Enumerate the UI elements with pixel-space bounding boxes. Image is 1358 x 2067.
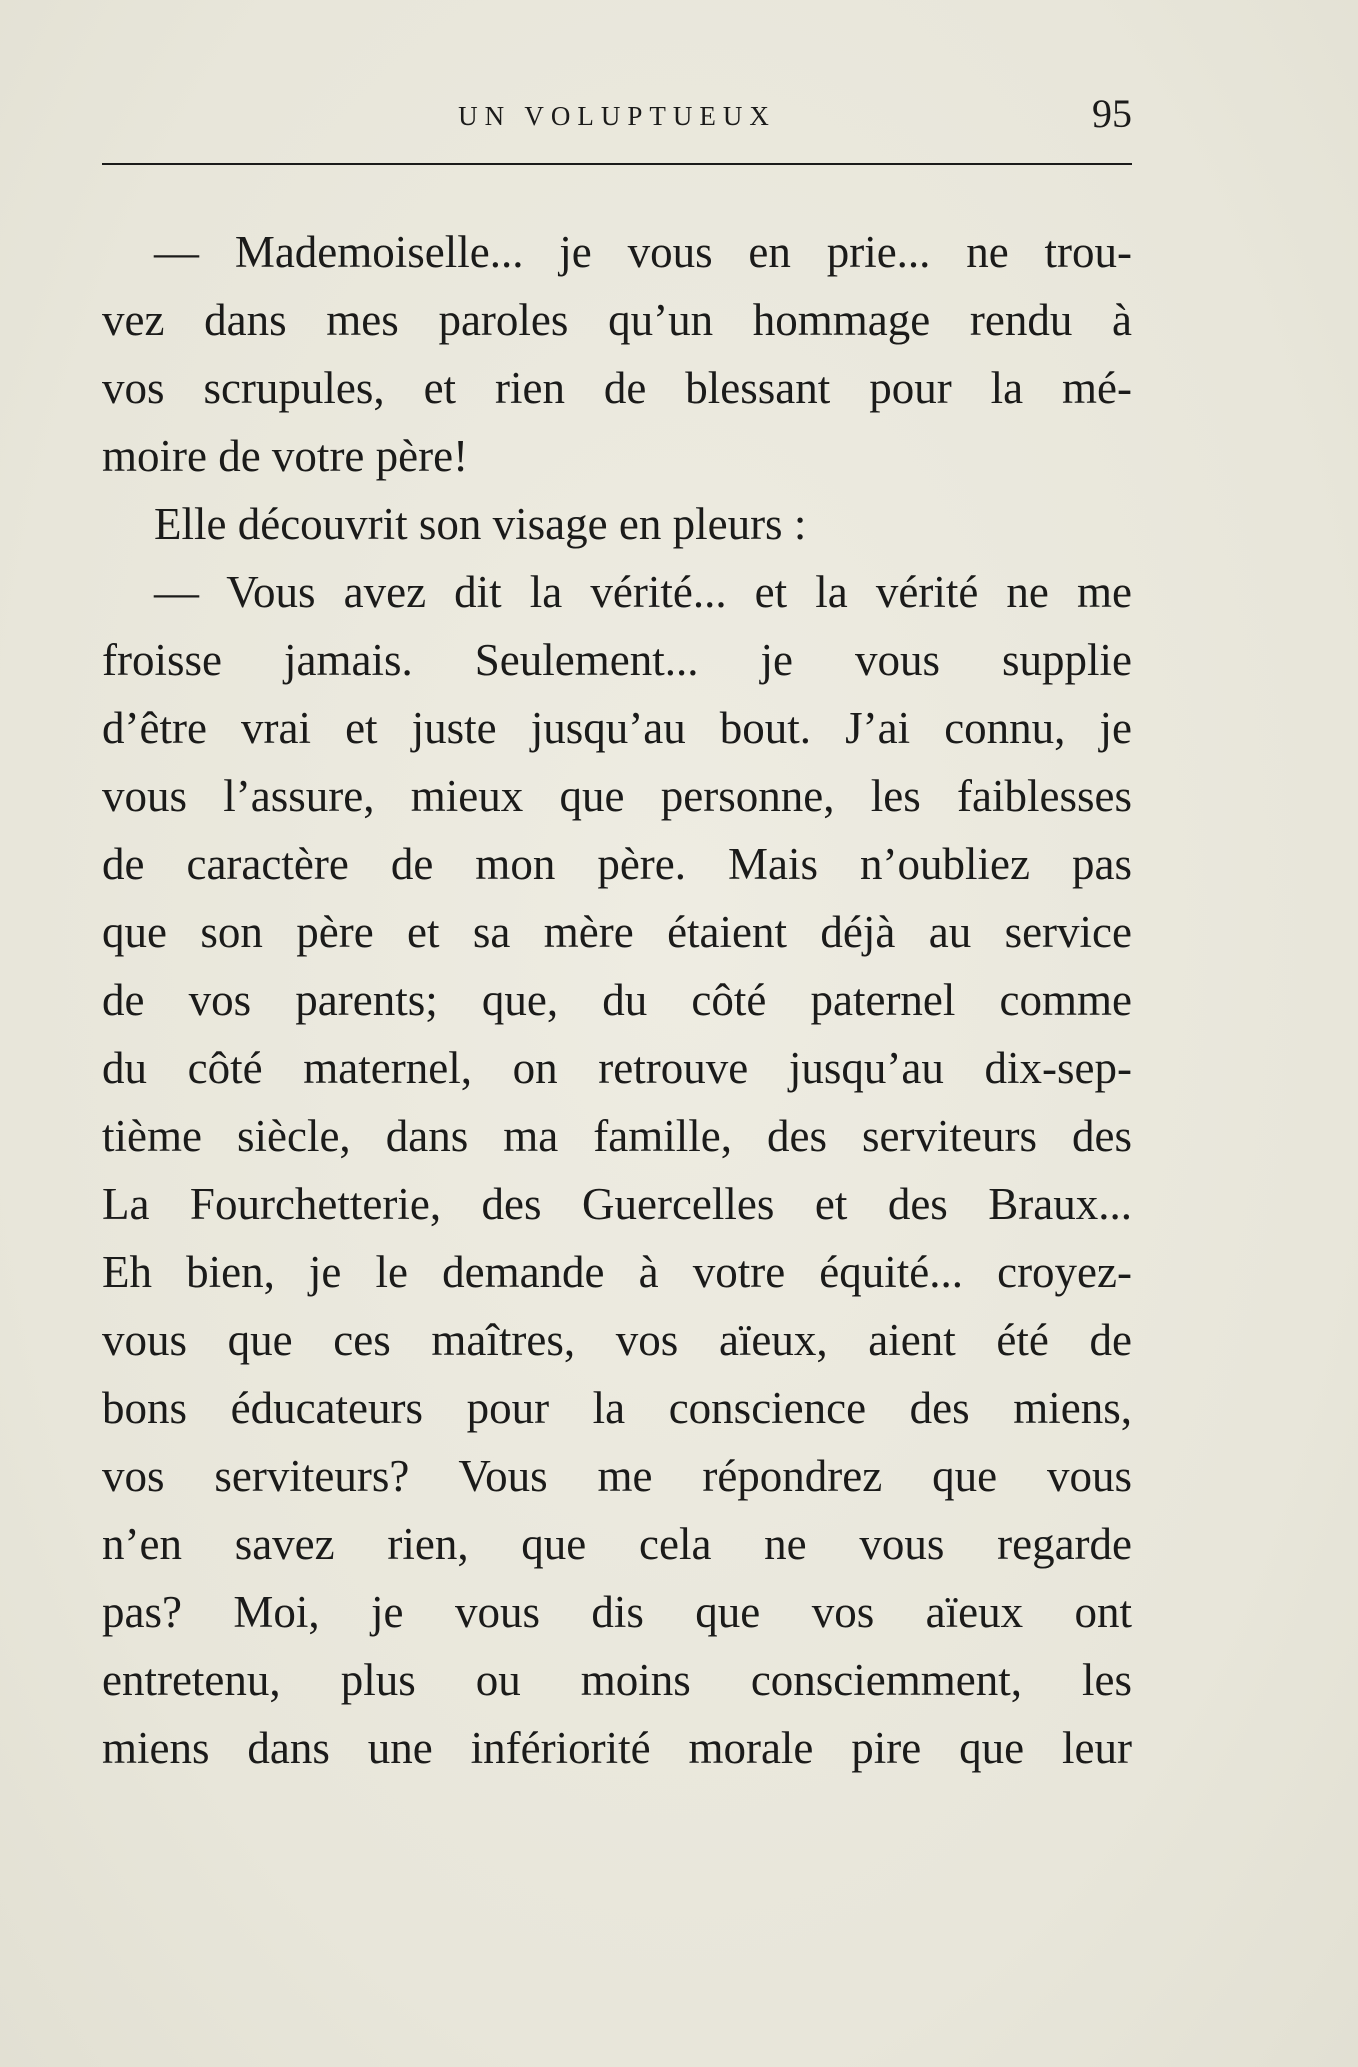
running-title: UN VOLUPTUEUX <box>458 101 776 131</box>
text-line: de caractère de mon père. Mais n’oubliez pas <box>102 839 1132 889</box>
text-line: Elle découvrit son visage en pleurs : <box>154 499 807 549</box>
running-head <box>102 91 1132 136</box>
text-line: vous l’assure, mieux que personne, les faiblesses <box>102 771 1132 821</box>
text-line: moire de votre père! <box>102 431 469 481</box>
text-line: du côté maternel, on retrouve jusqu’au dix-sep- <box>102 1043 1132 1093</box>
text-line: Eh bien, je le demande à votre équité... croyez- <box>102 1247 1132 1297</box>
text-line: La Fourchetterie, des Guercelles et des Braux... <box>102 1179 1132 1229</box>
text-line: vez dans mes paroles qu’un hommage rendu à <box>102 295 1132 345</box>
page-number: 95 <box>1092 91 1132 136</box>
text-line: — Vous avez dit la vérité... et la vérité ne me <box>154 567 1132 617</box>
text-line: vous que ces maîtres, vos aïeux, aient été de <box>102 1315 1132 1365</box>
text-line: miens dans une infériorité morale pire que leur <box>102 1723 1132 1773</box>
text-line: de vos parents; que, du côté paternel comme <box>102 975 1132 1025</box>
text-line: vos serviteurs? Vous me répondrez que vous <box>102 1451 1132 1501</box>
text-line: — Mademoiselle... je vous en prie... ne trou- <box>154 227 1132 277</box>
text-line: tième siècle, dans ma famille, des serviteurs des <box>102 1111 1132 1161</box>
text-line: pas? Moi, je vous dis que vos aïeux ont <box>102 1587 1132 1637</box>
text-line: que son père et sa mère étaient déjà au service <box>102 907 1132 957</box>
text-line: bons éducateurs pour la conscience des miens, <box>102 1383 1132 1433</box>
body-text <box>102 218 1132 1782</box>
text-line: d’être vrai et juste jusqu’au bout. J’ai connu, je <box>102 703 1132 753</box>
text-line: vos scrupules, et rien de blessant pour la mé- <box>102 363 1132 413</box>
text-line: entretenu, plus ou moins consciemment, les <box>102 1655 1132 1705</box>
text-line: n’en savez rien, que cela ne vous regarde <box>102 1519 1132 1569</box>
text-line: froisse jamais. Seulement... je vous supplie <box>102 635 1132 685</box>
header-rule <box>102 163 1132 165</box>
